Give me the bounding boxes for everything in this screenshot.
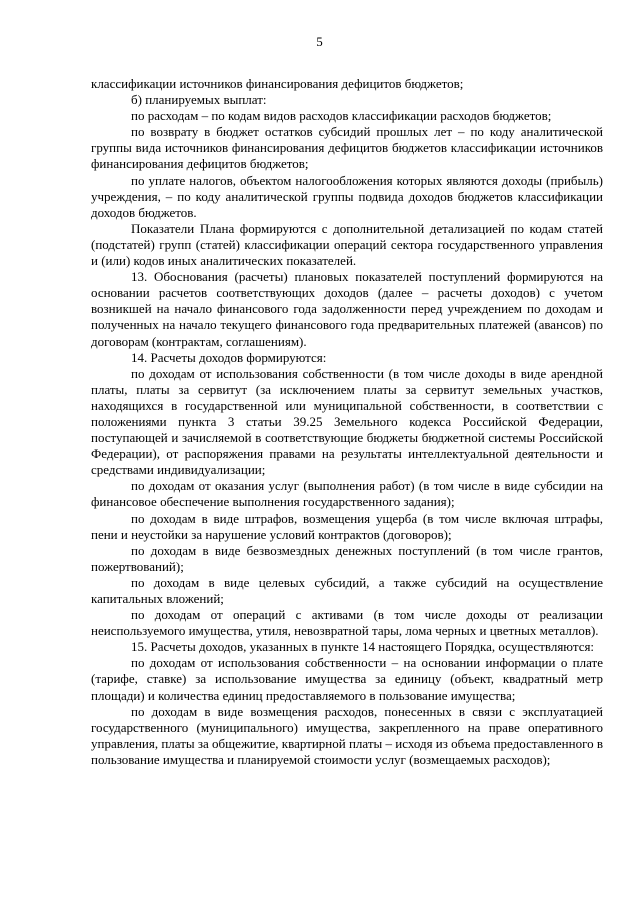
paragraph: по возврату в бюджет остатков субсидий прошлых лет – по коду аналитической группы вида источников финансирования дефицитов бюджетов классификации источников финансирования дефицитов бюджетов; (91, 124, 603, 172)
paragraph: б) планируемых выплат: (131, 92, 267, 108)
paragraph: по уплате налогов, объектом налогообложения которых являются доходы (прибыль) учреждения, – по коду аналитической группы подвида доходов бюджетов классификации доходов бюджетов. (91, 172, 603, 220)
paragraph: по расходам – по кодам видов расходов классификации расходов бюджетов; (131, 108, 552, 124)
paragraph: 13. Обоснования (расчеты) плановых показателей поступлений формируются на основании расчетов соответствующих доходов (далее – расчеты доходов) с учетом возникшей на начало финансового года задолженности перед учреждением по доходам и полученных на начало текущего финансового года предварительных платежей (авансов) по договорам (контрактам, соглашениям). (91, 269, 603, 349)
paragraph: по доходам в виде целевых субсидий, а также субсидий на осуществление капитальных вложений; (91, 574, 603, 606)
paragraph: по доходам в виде безвозмездных денежных поступлений (в том числе грантов, пожертвований); (91, 542, 603, 574)
document-body (91, 76, 603, 768)
page-number: 5 (316, 34, 323, 49)
paragraph: Показатели Плана формируются с дополнительной детализацией по кодам статей (подстатей) групп (статей) классификации операций сектора государственного управления и (или) кодов иных аналитических показателей. (91, 220, 603, 269)
paragraph: 14. Расчеты доходов формируются: (131, 349, 327, 365)
paragraph: по доходам от использования собственности (в том числе доходы в виде арендной платы, платы за сервитут (за исключением платы за сервитут земельных участков, находящихся в государственной или муниципальной собственности, в соответствии с положениями пункта 3 статьи 39.25 Земельного кодекса Российской Федерации, поступающей и зачисляемой в соответствующие бюджеты бюджетной системы Российской Федерации), от распоряжения правами на результаты интеллектуальной деятельности и средствами индивидуализации; (91, 365, 603, 478)
paragraph: по доходам в виде возмещения расходов, понесенных в связи с эксплуатацией государственного (муниципального) имущества, закрепленного на праве оперативного управления, платы за общежитие, квартирной платы – исходя из объема предоставленного в пользование имущества и планируемой стоимости услуг (возмещаемых расходов); (91, 703, 603, 767)
paragraph: классификации источников финансирования дефицитов бюджетов; (91, 76, 464, 91)
paragraph: по доходам от операций с активами (в том числе доходы от реализации неиспользуемого имущества, утиля, невозвратной тары, лома черных и цветных металлов). (91, 607, 603, 639)
paragraph: по доходам в виде штрафов, возмещения ущерба (в том числе включая штрафы, пени и неустойки за нарушение условий контрактов (договоров); (91, 510, 603, 542)
paragraph: 15. Расчеты доходов, указанных в пункте 14 настоящего Порядка, осуществляются: (131, 639, 595, 655)
paragraph: по доходам от использования собственности – на основании информации о плате (тарифе, ставке) за использование имущества за единицу (объект, квадратный метр площади) и количества единиц предоставляемого в пользование имущества; (91, 655, 603, 703)
paragraph: по доходам от оказания услуг (выполнения работ) (в том числе в виде субсидии на финансовое обеспечение выполнения государственного задания); (91, 478, 603, 510)
